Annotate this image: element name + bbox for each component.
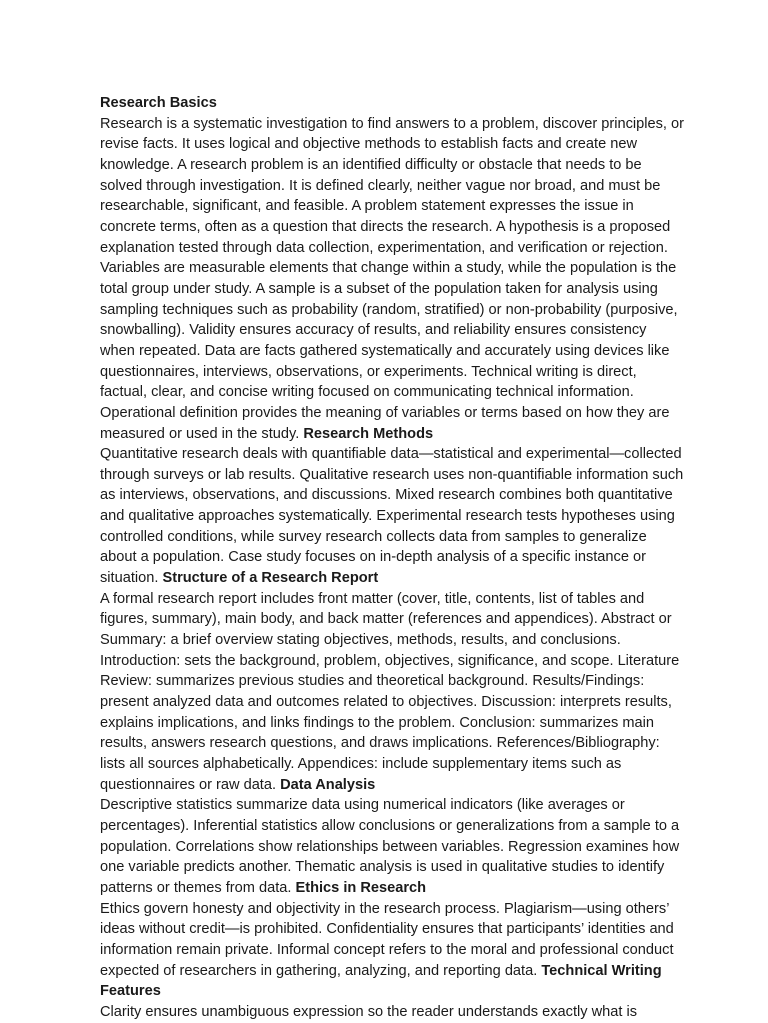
section-heading: Structure of a Research Report bbox=[162, 570, 379, 587]
body-text: Operational definition provides the meaning of variables or terms based on how they are bbox=[100, 404, 670, 421]
body-text: percentages). Inferential statistics allow conclusions or generalizations from a sample to a bbox=[100, 817, 680, 834]
body-text: knowledge. A research problem is an identified difficulty or obstacle that needs to be bbox=[100, 156, 642, 173]
body-text: figures, summary), main body, and back matter (references and appendices). Abstract or bbox=[100, 611, 672, 628]
body-text: ideas without credit—is prohibited. Confidentiality ensures that participants’ identities and bbox=[100, 921, 674, 938]
body-text: Variables are measurable elements that change within a study, while the population is the bbox=[100, 260, 677, 277]
body-text: Descriptive statistics summarize data using numerical indicators (like averages or bbox=[100, 797, 625, 814]
section-heading: Research Methods bbox=[303, 425, 434, 442]
text-line bbox=[100, 1002, 680, 1023]
text-line bbox=[100, 961, 680, 982]
body-text: total group under study. A sample is a subset of the population taken for analysis using bbox=[100, 280, 658, 297]
text-line bbox=[100, 857, 680, 878]
text-line bbox=[100, 527, 680, 548]
body-text: expected of researchers in gathering, analyzing, and reporting data. bbox=[100, 962, 542, 979]
text-line bbox=[100, 403, 680, 424]
body-text: Review: summarizes previous studies and theoretical background. Results/Findings: bbox=[100, 673, 645, 690]
text-line bbox=[100, 547, 680, 568]
body-text: revise facts. It uses logical and objective methods to establish facts and create new bbox=[100, 136, 638, 153]
body-text: about a population. Case study focuses on in-depth analysis of a specific instance or bbox=[100, 549, 646, 566]
text-line bbox=[100, 258, 680, 279]
body-text: Ethics govern honesty and objectivity in the research process. Plagiarism—using others’ bbox=[100, 900, 670, 917]
body-text: patterns or themes from data. bbox=[100, 879, 296, 896]
text-line bbox=[100, 816, 680, 837]
text-line bbox=[100, 444, 680, 465]
section-heading: Research Basics bbox=[100, 95, 217, 111]
body-text: explains implications, and links findings to the problem. Conclusion: summarizes main bbox=[100, 714, 655, 731]
text-line bbox=[100, 176, 680, 197]
body-text: snowballing). Validity ensures accuracy of results, and reliability ensures consistency bbox=[100, 322, 647, 339]
section-heading: Data Analysis bbox=[280, 776, 376, 793]
body-text: factual, clear, and concise writing focused on communicating technical information. bbox=[100, 384, 634, 401]
text-line bbox=[100, 279, 680, 300]
text-line bbox=[100, 485, 680, 506]
text-line bbox=[100, 217, 680, 238]
text-line bbox=[100, 320, 680, 341]
text-line bbox=[100, 878, 680, 899]
text-line bbox=[100, 568, 680, 589]
text-line bbox=[100, 775, 680, 796]
body-text: as interviews, observations, and discussions. Mixed research combines both quantitative bbox=[100, 487, 673, 504]
body-text: through surveys or lab results. Qualitative research uses non-quantifiable information such bbox=[100, 466, 684, 483]
text-line bbox=[100, 692, 680, 713]
text-line bbox=[100, 155, 680, 176]
text-line bbox=[100, 589, 680, 610]
body-text: Research is a systematic investigation to find answers to a problem, discover principles, or bbox=[100, 115, 685, 132]
text-line bbox=[100, 754, 680, 775]
body-text: lists all sources alphabetically. Appendices: include supplementary items such as bbox=[100, 756, 622, 772]
body-text: solved through investigation. It is defined clearly, neither vague nor broad, and must be bbox=[100, 177, 661, 194]
text-line bbox=[100, 795, 680, 816]
body-text: controlled conditions, while survey research collects data from samples to generalize bbox=[100, 528, 647, 545]
text-line bbox=[100, 238, 680, 259]
body-text: situation. bbox=[100, 570, 163, 587]
text-line bbox=[100, 93, 680, 114]
text-line bbox=[100, 919, 680, 940]
text-line bbox=[100, 114, 685, 135]
body-text: results, answers research questions, and draws implications. References/Bibliography: bbox=[100, 735, 660, 752]
section-heading: Ethics in Research bbox=[295, 879, 427, 896]
body-text: measured or used in the study. bbox=[100, 425, 304, 442]
text-line bbox=[100, 362, 680, 383]
body-text: researchable, significant, and feasible. A problem statement expresses the issue in bbox=[100, 198, 634, 215]
text-line bbox=[100, 134, 680, 155]
section-heading: Technical Writing bbox=[541, 962, 662, 979]
text-line bbox=[100, 341, 680, 362]
body-text: Summary: a brief overview stating objectives, methods, results, and conclusions. bbox=[100, 632, 621, 649]
section-heading: Features bbox=[100, 983, 161, 1000]
text-line bbox=[100, 837, 680, 858]
text-line bbox=[100, 300, 680, 321]
body-text: questionnaires, interviews, observations, or experiments. Technical writing is direct, bbox=[100, 363, 637, 380]
body-text: Introduction: sets the background, problem, objectives, significance, and scope. Literature bbox=[100, 652, 680, 669]
body-text: explanation tested through data collection, experimentation, and verification or rejection. bbox=[100, 239, 668, 256]
text-line bbox=[100, 733, 680, 754]
body-text: one variable predicts another. Thematic analysis is used in qualitative studies to identify bbox=[100, 859, 665, 876]
body-text: population. Correlations show relationships between variables. Regression examines how bbox=[100, 838, 680, 855]
text-line bbox=[100, 609, 680, 630]
text-line bbox=[100, 713, 680, 734]
body-text: Clarity ensures unambiguous expression so the reader understands exactly what is bbox=[100, 1003, 638, 1020]
text-line bbox=[100, 671, 680, 692]
body-text: concrete terms, often as a question that directs the research. A hypothesis is a proposed bbox=[100, 218, 671, 235]
document-page bbox=[100, 93, 685, 1023]
body-text: sampling techniques such as probability (random, stratified) or non-probability (purposive, bbox=[100, 301, 678, 318]
body-text: A formal research report includes front matter (cover, title, contents, list of tables and bbox=[100, 590, 645, 607]
body-text: questionnaires or raw data. bbox=[100, 776, 281, 793]
text-line bbox=[100, 630, 680, 651]
text-line bbox=[100, 196, 680, 217]
body-text: when repeated. Data are facts gathered systematically and accurately using devices like bbox=[100, 342, 670, 359]
text-line bbox=[100, 940, 680, 961]
text-line bbox=[100, 382, 680, 403]
text-line bbox=[100, 651, 680, 672]
body-text: present analyzed data and outcomes related to objectives. Discussion: interprets results, bbox=[100, 694, 672, 711]
body-text: Quantitative research deals with quantifiable data—statistical and experimental—collected bbox=[100, 446, 682, 463]
body-text: and qualitative approaches systematically. Experimental research tests hypotheses using bbox=[100, 508, 675, 525]
text-line bbox=[100, 899, 680, 920]
body-text: information remain private. Informal concept refers to the moral and professional conduct bbox=[100, 941, 674, 958]
text-line bbox=[100, 506, 680, 527]
text-line bbox=[100, 981, 680, 1002]
text-line bbox=[100, 465, 684, 486]
text-line bbox=[100, 424, 680, 445]
